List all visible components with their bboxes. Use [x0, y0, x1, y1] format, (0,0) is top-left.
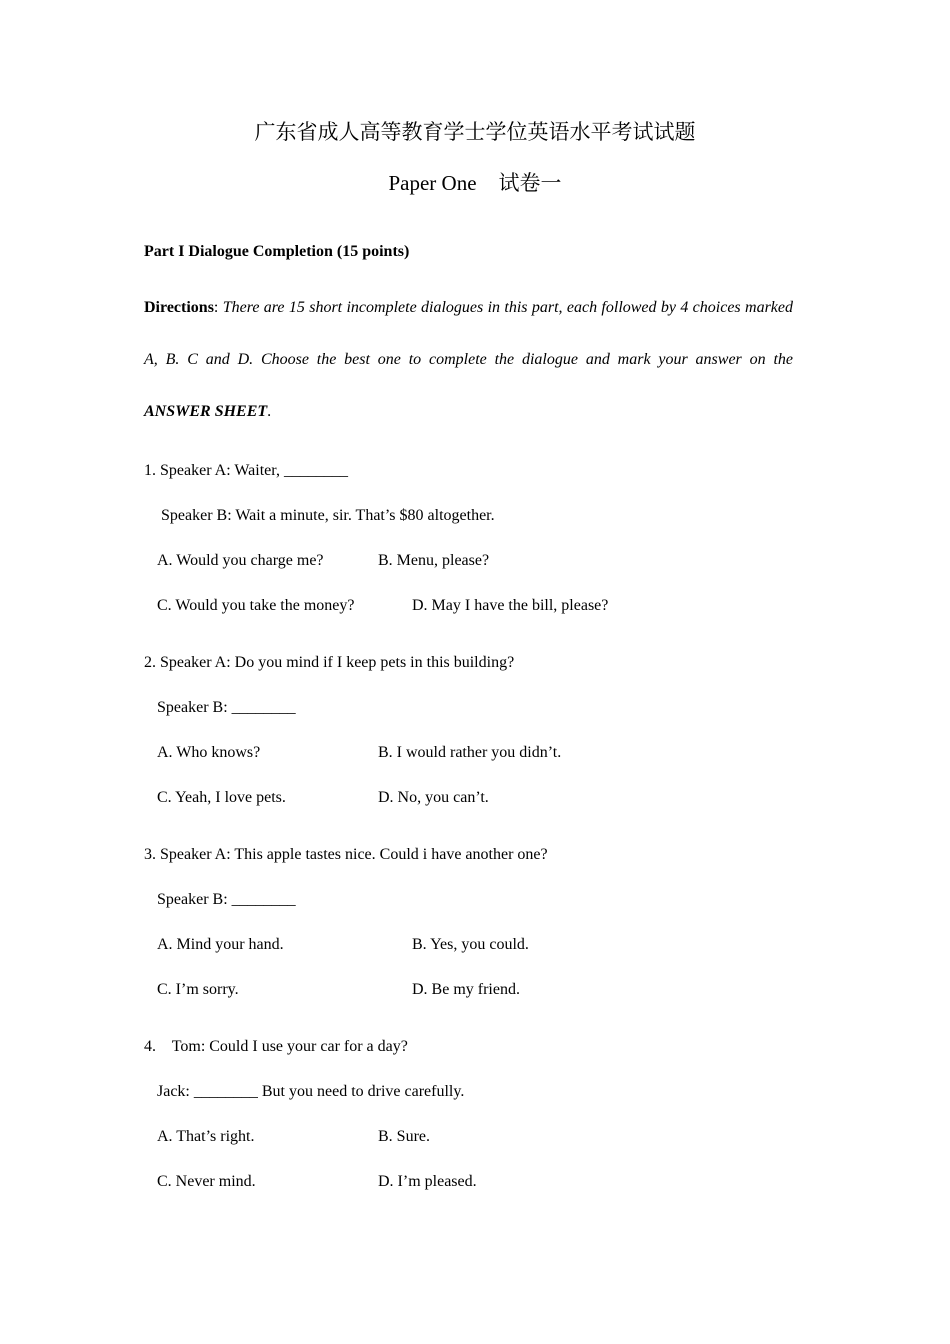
directions-end: . [267, 403, 272, 420]
question-1-option-b: B. Menu, please? [378, 552, 490, 569]
question-3-option-d: D. Be my friend. [412, 981, 520, 998]
paper-title [0, 167, 950, 197]
question-1-response: Speaker B: Wait a minute, sir. That’s $80 altogether. [161, 507, 495, 524]
directions-text: There are 15 short incomplete dialogues in this part, each followed by 4 choices marked A, B. C and D. Choose the best one to complete the dialogue and mark your answer on the [144, 299, 793, 368]
question-3-response: Speaker B: ________ [157, 891, 296, 908]
question-3-option-a: A. Mind your hand. [157, 936, 284, 953]
question-2-option-d: D. No, you can’t. [378, 789, 489, 806]
question-4-prompt: 4. Tom: Could I use your car for a day? [144, 1038, 408, 1055]
paper-title-english: Paper One [388, 171, 477, 195]
question-2-prompt: 2. Speaker A: Do you mind if I keep pets in this building? [144, 654, 515, 671]
question-4-option-a: A. That’s right. [157, 1128, 255, 1145]
question-3-option-b: B. Yes, you could. [412, 936, 529, 953]
question-4-response: Jack: ________ But you need to drive carefully. [157, 1083, 465, 1100]
question-2-response: Speaker B: ________ [157, 699, 296, 716]
question-1-option-c: C. Would you take the money? [157, 597, 355, 614]
directions-separator: : [213, 299, 223, 316]
question-3-prompt: 3. Speaker A: This apple tastes nice. Could i have another one? [144, 846, 548, 863]
part-heading: Part I Dialogue Completion (15 points) [144, 243, 410, 260]
directions-paragraph [144, 282, 793, 438]
question-1-prompt: 1. Speaker A: Waiter, ________ [144, 462, 348, 479]
paper-title-chinese: 试卷一 [498, 171, 562, 195]
answer-sheet-emphasis: ANSWER SHEET [144, 403, 268, 420]
question-4-option-d: D. I’m pleased. [378, 1173, 477, 1190]
question-4-option-b: B. Sure. [378, 1128, 430, 1145]
exam-title-chinese: 广东省成人高等教育学士学位英语水平考试试题 [254, 120, 696, 144]
question-2-option-c: C. Yeah, I love pets. [157, 789, 286, 806]
question-1-option-a: A. Would you charge me? [157, 552, 324, 569]
directions-label: Directions [144, 299, 214, 316]
question-2-option-a: A. Who knows? [157, 744, 261, 761]
question-1-option-d: D. May I have the bill, please? [412, 597, 609, 614]
question-2-option-b: B. I would rather you didn’t. [378, 744, 562, 761]
question-4-option-c: C. Never mind. [157, 1173, 256, 1190]
question-3-option-c: C. I’m sorry. [157, 981, 239, 998]
